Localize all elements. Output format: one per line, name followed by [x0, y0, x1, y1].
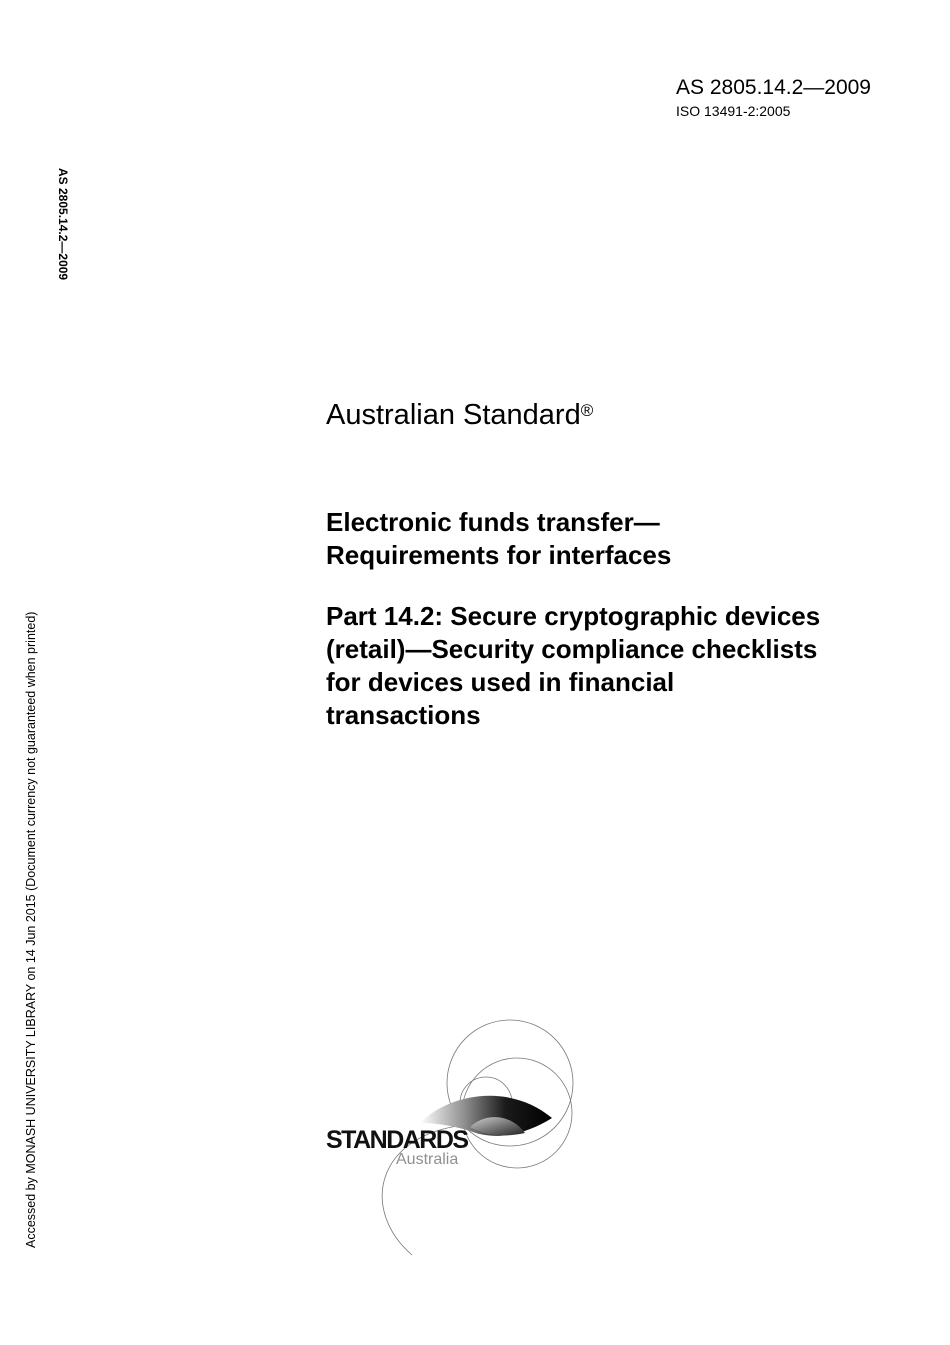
spine-label: AS 2805.14.2—2009: [56, 168, 70, 281]
document-title: [326, 506, 671, 572]
part-title-line: (retail)—Security compliance checklists: [326, 634, 818, 664]
registered-mark: ®: [580, 401, 594, 420]
logo-subtitle: Australia: [396, 1151, 459, 1168]
title-line: Requirements for interfaces: [326, 540, 672, 570]
part-title-line: transactions: [326, 700, 481, 730]
title-line: Electronic funds transfer—: [326, 507, 660, 537]
iso-number: ISO 13491-2:2005: [676, 103, 791, 119]
part-title-line: for devices used in financial: [326, 667, 675, 697]
standard-type-label: Australian Standard: [326, 399, 581, 431]
standard-type: [326, 398, 593, 432]
part-title: [326, 600, 820, 732]
standard-number: AS 2805.14.2—2009: [676, 76, 871, 99]
part-title-line: Part 14.2: Secure cryptographic devices: [326, 601, 821, 631]
access-note: Accessed by MONASH UNIVERSITY LIBRARY on 14 Jun 2015 (Document currency not guaranteed when printed): [24, 611, 38, 1248]
logo-wordmark: STANDARDS: [326, 1126, 468, 1154]
